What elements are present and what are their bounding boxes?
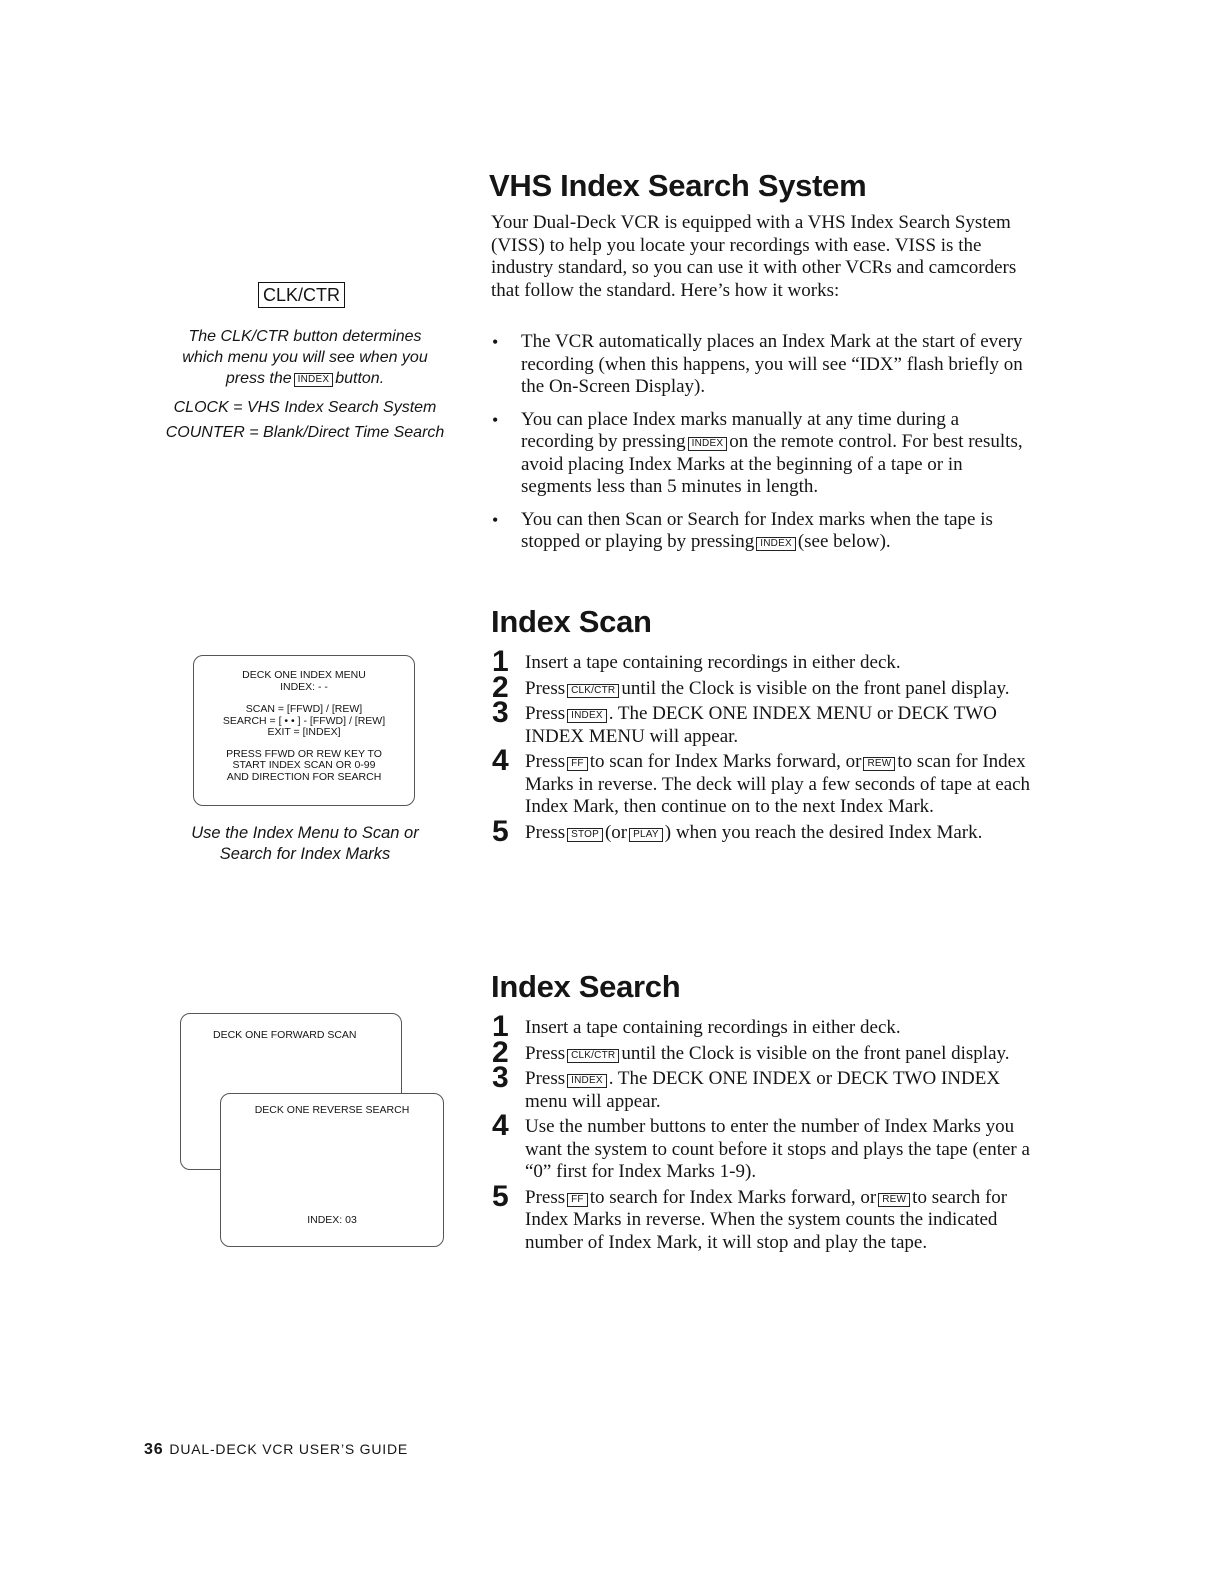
caption-line: Search for Index Marks <box>219 845 391 863</box>
list-item: 4 Press FF to scan for Index Marks forward, or REW to scan for Index Marks in reverse. The deck will play a few seconds of tape at each Index Mark, then continue on to the next Index Mark. <box>492 744 1031 817</box>
viss-bullet-list <box>491 331 1031 564</box>
counter-mode-line: COUNTER = Blank/Direct Time Search <box>165 424 445 441</box>
menu-instruction-line: PRESS FFWD OR REW KEY TO <box>226 747 382 760</box>
step-number: 5 <box>492 814 509 848</box>
intro-paragraph: Your Dual-Deck VCR is equipped with a VHS Index Search System (VISS) to help you locate your recordings with ease. VISS is the industry standard, so you can use it with other VCRs and camcorders that follow the standard. Here’s how it works: <box>491 212 1017 301</box>
list-item: 1 Insert a tape containing recordings in either deck. <box>492 1010 901 1043</box>
clock-mode-line: CLOCK = VHS Index Search System <box>173 399 437 416</box>
step-number: 3 <box>492 696 509 729</box>
menu-exit-line: EXIT = [INDEX] <box>267 726 341 738</box>
list-item: • You can then Scan or Search for Index marks when the tape is stopped or playing by pressing INDEX (see below). <box>491 509 1031 554</box>
step-number: 5 <box>492 1179 509 1213</box>
menu-index-value: INDEX: - - <box>280 680 328 693</box>
index-key: INDEX <box>294 373 334 387</box>
index-menu-screen <box>193 655 415 806</box>
caption-line: press the INDEX button. <box>225 370 385 387</box>
play-key: PLAY <box>629 828 663 842</box>
list-item: 2 Press CLK/CTR until the Clock is visible on the front panel display. <box>492 670 1010 704</box>
list-item: 4 Use the number buttons to enter the number of Index Marks you want the system to count before it stops and plays the tape (enter a “0” first for Index Marks 1-9). <box>492 1109 1030 1182</box>
index-key: INDEX <box>756 537 796 551</box>
rew-key: REW <box>863 757 895 771</box>
reverse-search-label: DECK ONE REVERSE SEARCH <box>254 1104 410 1116</box>
caption-line: Use the Index Menu to Scan or <box>191 824 419 842</box>
step-number: 2 <box>492 1035 509 1069</box>
index-scan-heading: Index Scan <box>491 604 652 639</box>
index-key: INDEX <box>567 1074 607 1088</box>
step-number: 4 <box>492 1109 509 1142</box>
list-item: 2 Press CLK/CTR until the Clock is visible on the front panel display. <box>492 1035 1010 1069</box>
menu-instruction-line: START INDEX SCAN OR 0-99 <box>232 759 376 771</box>
reverse-search-screen <box>220 1093 444 1247</box>
step-number: 1 <box>492 645 509 678</box>
list-item: 5 Press FF to search for Index Marks forward, or REW to search for Index Marks in reverse. When the system counts the indicated number of Index Mark, it will stop and play the tape. <box>492 1179 1008 1253</box>
guide-title: DUAL-DECK VCR USER’S GUIDE <box>169 1441 409 1457</box>
index-key: INDEX <box>567 709 607 723</box>
clkctr-caption <box>160 326 450 443</box>
clkctr-key: CLK/CTR <box>567 1049 619 1063</box>
caption-line: The CLK/CTR button determines <box>188 328 422 345</box>
index-scan-steps <box>492 645 1032 848</box>
ff-key: FF <box>567 1193 588 1207</box>
step-number: 1 <box>492 1010 509 1043</box>
menu-instruction-line: AND DIRECTION FOR SEARCH <box>226 770 382 783</box>
menu-title: DECK ONE INDEX MENU <box>242 669 366 681</box>
page-title: VHS Index Search System <box>489 168 867 203</box>
clkctr-key-graphic: CLK/CTR <box>258 282 345 308</box>
menu-search-line: SEARCH = [ • • ] - [FFWD] / [REW] <box>222 714 386 727</box>
list-item: • You can place Index marks manually at any time during a recording by pressing INDEX on the remote control. For best results, avoid placing Index Marks at the beginning of a tape or in segments less than 5 minutes in length. <box>491 409 1031 499</box>
list-item: • The VCR automatically places an Index Mark at the start of every recording (when this happens, you will see “IDX” flash briefly on the On-Screen Display). <box>491 331 1031 399</box>
step-number: 2 <box>492 670 509 704</box>
index-key: INDEX <box>688 437 728 451</box>
search-index-value: INDEX: 03 <box>307 1213 357 1226</box>
list-item: 1 Insert a tape containing recordings in either deck. <box>492 645 901 678</box>
page-footer <box>144 1441 408 1459</box>
caption-line: which menu you will see when you <box>182 349 428 366</box>
list-item: 5 Press STOP (or PLAY ) when you reach the desired Index Mark. <box>492 814 983 848</box>
page-number: 36 <box>144 1441 164 1458</box>
forward-scan-label: DECK ONE FORWARD SCAN <box>213 1029 357 1041</box>
list-item: 3 Press INDEX . The DECK ONE INDEX or DECK TWO INDEX menu will appear. <box>492 1061 1001 1112</box>
step-number: 3 <box>492 1061 509 1094</box>
clkctr-key: CLK/CTR <box>567 684 619 698</box>
rew-key: REW <box>878 1193 910 1207</box>
stop-key: STOP <box>567 828 603 842</box>
ff-key: FF <box>567 757 588 771</box>
list-item: 3 Press INDEX . The DECK ONE INDEX MENU or DECK TWO INDEX MENU will appear. <box>492 696 997 747</box>
index-search-heading: Index Search <box>491 969 681 1004</box>
index-menu-caption <box>160 823 450 865</box>
menu-scan-line: SCAN = [FFWD] / [REW] <box>245 703 363 715</box>
step-number: 4 <box>492 744 509 777</box>
index-search-steps <box>492 1010 1032 1257</box>
